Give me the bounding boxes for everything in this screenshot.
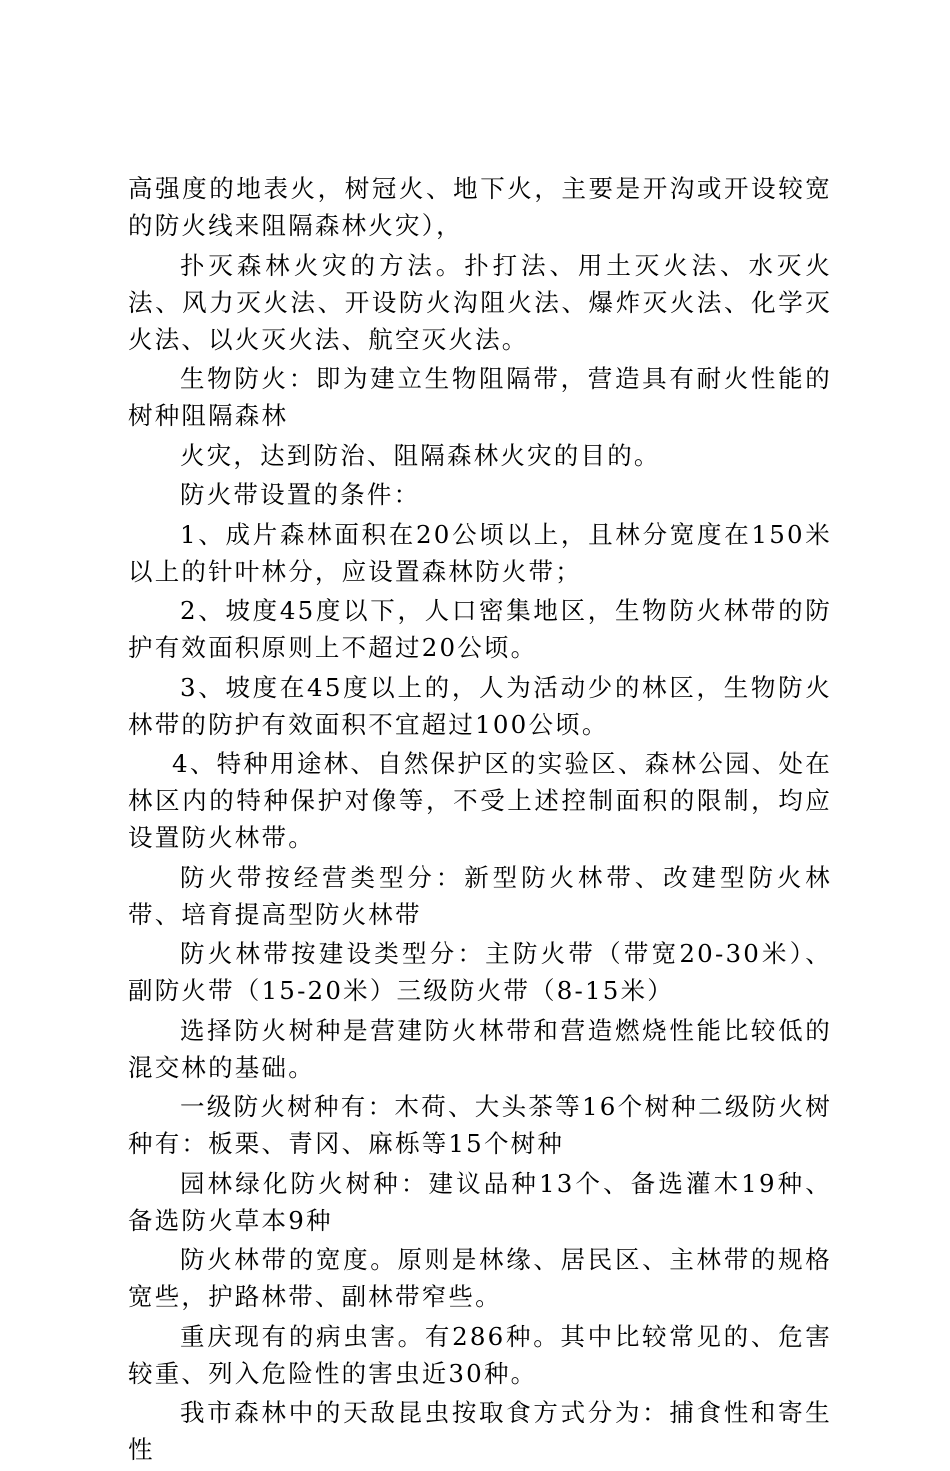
paragraph-10: 防火带按经营类型分：新型防火林带、改建型防火林带、培育提高型防火林带 xyxy=(128,862,832,929)
paragraph-7: 2、坡度45度以下，人口密集地区，生物防火林带的防护有效面积原则上不超过20公顷。 xyxy=(128,596,832,662)
paragraph-14: 园林绿化防火树种：建议品种13个、备选灌木19种、备选防火草本9种 xyxy=(128,1168,832,1235)
paragraph-1: 高强度的地表火，树冠火、地下火，主要是开沟或开设较宽的防火线来阻隔森林火灾）， xyxy=(128,174,832,240)
paragraph-6: 1、成片森林面积在20公顷以上，且林分宽度在150米以上的针叶林分，应设置森林防火带； xyxy=(128,519,832,586)
paragraph-16: 重庆现有的病虫害。有286种。其中比较常见的、危害较重、列入危险性的害虫近30种。 xyxy=(128,1321,832,1388)
paragraph-3: 生物防火：即为建立生物阻隔带，营造具有耐火性能的树种阻隔森林 xyxy=(128,364,832,430)
paragraph-9: 4、特种用途林、自然保护区的实验区、森林公园、处在林区内的特种保护对像等，不受上述控制面积的限制，均应设置防火林带。 xyxy=(128,749,832,852)
document-body xyxy=(128,170,832,1471)
paragraph-15: 防火林带的宽度。原则是林缘、居民区、主林带的规格宽些，护路林带、副林带窄些。 xyxy=(128,1245,832,1311)
paragraph-13: 一级防火树种有：木荷、大头茶等16个树种二级防火树种有：板栗、青冈、麻栎等15个树种 xyxy=(128,1092,832,1158)
paragraph-8: 3、坡度在45度以上的，人为活动少的林区，生物防火林带的防护有效面积不宜超过100公顷。 xyxy=(128,672,832,739)
paragraph-12: 选择防火树种是营建防火林带和营造燃烧性能比较低的混交林的基础。 xyxy=(128,1015,832,1082)
paragraph-11: 防火林带按建设类型分：主防火带（带宽20-30米）、副防火带（15-20米）三级防火带（8-15米） xyxy=(128,939,832,1005)
paragraph-4: 火灾，达到防治、阻隔森林火灾的目的。 xyxy=(180,440,661,470)
paragraph-2: 扑灭森林火灾的方法。扑打法、用土灭火法、水灭火法、风力灭火法、开设防火沟阻火法、爆炸灭火法、化学灭火法、以火灭火法、航空灭火法。 xyxy=(128,250,832,354)
paragraph-5: 防火带设置的条件： xyxy=(180,480,421,509)
paragraph-17: 我市森林中的天敌昆虫按取食方式分为：捕食性和寄生性 xyxy=(128,1398,832,1464)
